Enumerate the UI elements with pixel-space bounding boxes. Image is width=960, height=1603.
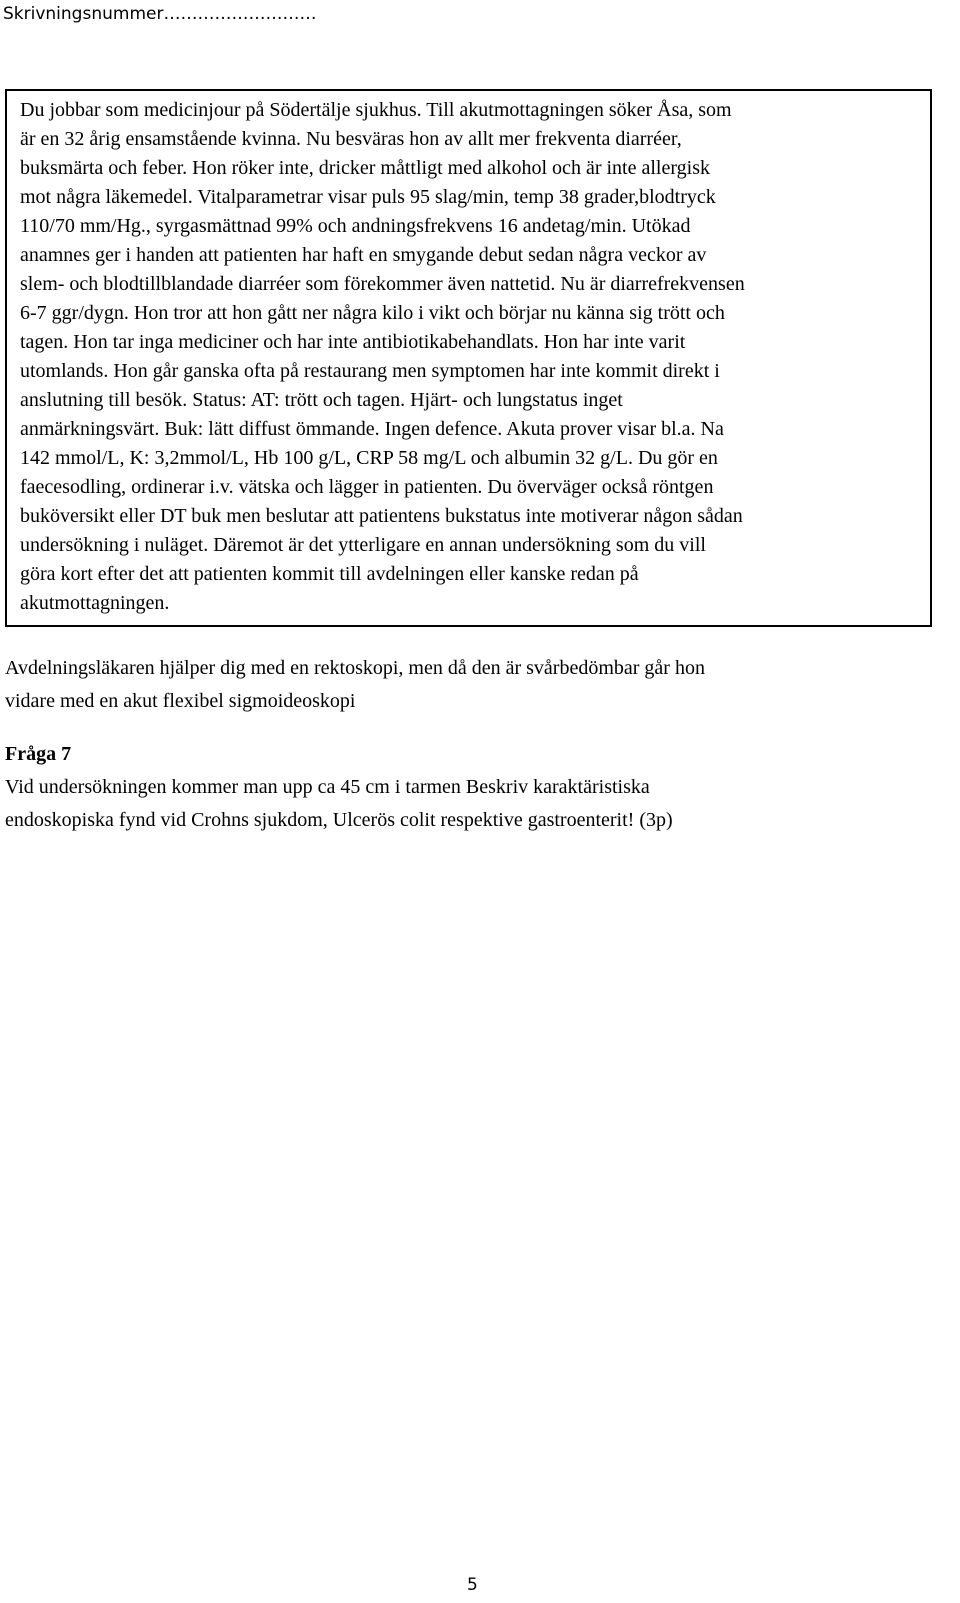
followup-line: Avdelningsläkaren hjälper dig med en rektoskopi, men då den är svårbedömbar går hon bbox=[5, 657, 705, 679]
case-line: anmärkningsvärt. Buk: lätt diffust ömmande. Ingen defence. Akuta prover visar bl.a. Na bbox=[20, 418, 724, 440]
followup-line: vidare med en akut flexibel sigmoideoskopi bbox=[5, 690, 356, 712]
case-line: akutmottagningen. bbox=[20, 592, 170, 614]
case-line: utomlands. Hon går ganska ofta på restaurang men symptomen har inte kommit direkt i bbox=[20, 360, 720, 382]
case-line: 6-7 ggr/dygn. Hon tror att hon gått ner några kilo i vikt och börjar nu känna sig trött och bbox=[20, 302, 725, 324]
question-line: Vid undersökningen kommer man upp ca 45 cm i tarmen Beskriv karaktäristiska bbox=[5, 776, 650, 798]
case-description-text bbox=[20, 96, 930, 618]
case-line: Du jobbar som medicinjour på Södertälje sjukhus. Till akutmottagningen söker Åsa, som bbox=[20, 99, 732, 121]
case-line: mot några läkemedel. Vitalparametrar visar puls 95 slag/min, temp 38 grader,blodtryck bbox=[20, 186, 716, 208]
case-line: anamnes ger i handen att patienten har haft en smygande debut sedan några veckor av bbox=[20, 244, 707, 266]
case-line: göra kort efter det att patienten kommit till avdelningen eller kanske redan på bbox=[20, 563, 639, 585]
case-line: anslutning till besök. Status: AT: trött och tagen. Hjärt- och lungstatus inget bbox=[20, 389, 623, 411]
case-line: buksmärta och feber. Hon röker inte, dricker måttligt med alkohol och är inte allergisk bbox=[20, 157, 710, 179]
candidate-number-label: Skrivningsnummer……………………… bbox=[3, 4, 317, 24]
question-text bbox=[5, 771, 945, 837]
case-line: faecesodling, ordinerar i.v. vätska och lägger in patienten. Du överväger också röntgen bbox=[20, 476, 714, 498]
case-line: 142 mmol/L, K: 3,2mmol/L, Hb 100 g/L, CRP 58 mg/L och albumin 32 g/L. Du gör en bbox=[20, 447, 718, 469]
followup-paragraph bbox=[5, 652, 945, 718]
case-line: undersökning i nuläget. Däremot är det ytterligare en annan undersökning som du vill bbox=[20, 534, 706, 556]
case-line: buköversikt eller DT buk men beslutar att patientens bukstatus inte motiverar någon sådan bbox=[20, 505, 743, 527]
question-line: endoskopiska fynd vid Crohns sjukdom, Ulcerös colit respektive gastroenterit! (3p) bbox=[5, 809, 673, 831]
case-line: 110/70 mm/Hg., syrgasmättnad 99% och andningsfrekvens 16 andetag/min. Utökad bbox=[20, 215, 691, 237]
case-line: är en 32 årig ensamstående kvinna. Nu besväras hon av allt mer frekventa diarréer, bbox=[20, 128, 682, 150]
case-line: slem- och blodtillblandade diarréer som förekommer även nattetid. Nu är diarrefrekvensen bbox=[20, 273, 745, 295]
question-heading: Fråga 7 bbox=[5, 743, 72, 765]
case-line: tagen. Hon tar inga mediciner och har inte antibiotikabehandlats. Hon har inte varit bbox=[20, 331, 686, 353]
page-number: 5 bbox=[467, 1575, 478, 1595]
